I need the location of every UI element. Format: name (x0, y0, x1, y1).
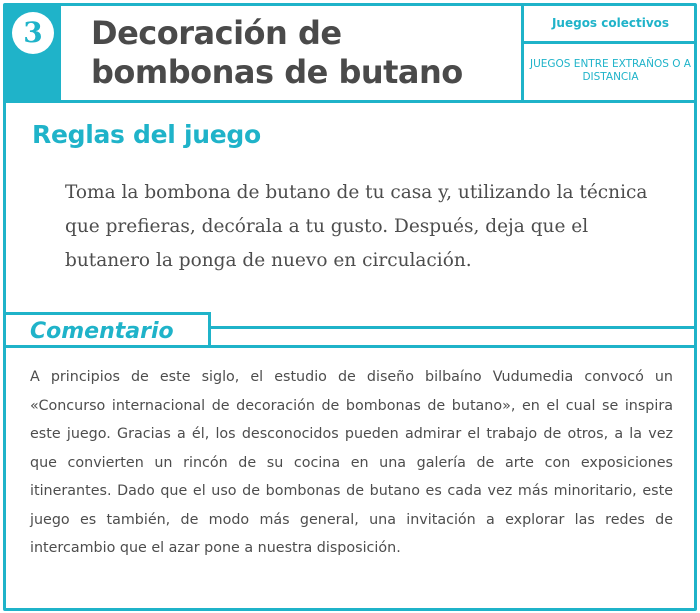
comment-tab (6, 312, 211, 348)
comment-text: A principios de este siglo, el estudio de diseño bilbaíno Vudumedia convocó un «Concurso internacional de decoración de bombonas de butano», en el cual se inspira este juego. Gracias a él, los desconocidos pueden admirar el trabajo de otros, a la vez que convierten un rincón de su cocina en una galería de arte con exposiciones itinerantes. Dado que el uso de bombonas de butano es cada vez más minoritario, este juego es también, de modo más general, una invitación a explorar las redes de intercambio que el azar pone a nuestra disposición. (30, 369, 673, 556)
comment-heading: Comentario (30, 319, 174, 344)
rules-heading: Reglas del juego (32, 120, 261, 149)
game-card (3, 3, 697, 611)
rules-text: Toma la bombona de butano de tu casa y, utilizando la técnica que prefieras, decórala a tu gusto. Después, deja que el butanero la ponga de nuevo en circulación. (65, 182, 648, 271)
page-title: Decoración de bombonas de butano (91, 14, 463, 91)
category-panel (521, 6, 697, 100)
subcategory-label: JUEGOS ENTRE EXTRAÑOS O A DISTANCIA (529, 58, 691, 83)
game-number: 3 (12, 12, 54, 54)
number-badge (6, 6, 61, 100)
category-label: Juegos colectivos (524, 6, 697, 44)
card-header (6, 6, 694, 103)
comment-divider (6, 345, 694, 348)
